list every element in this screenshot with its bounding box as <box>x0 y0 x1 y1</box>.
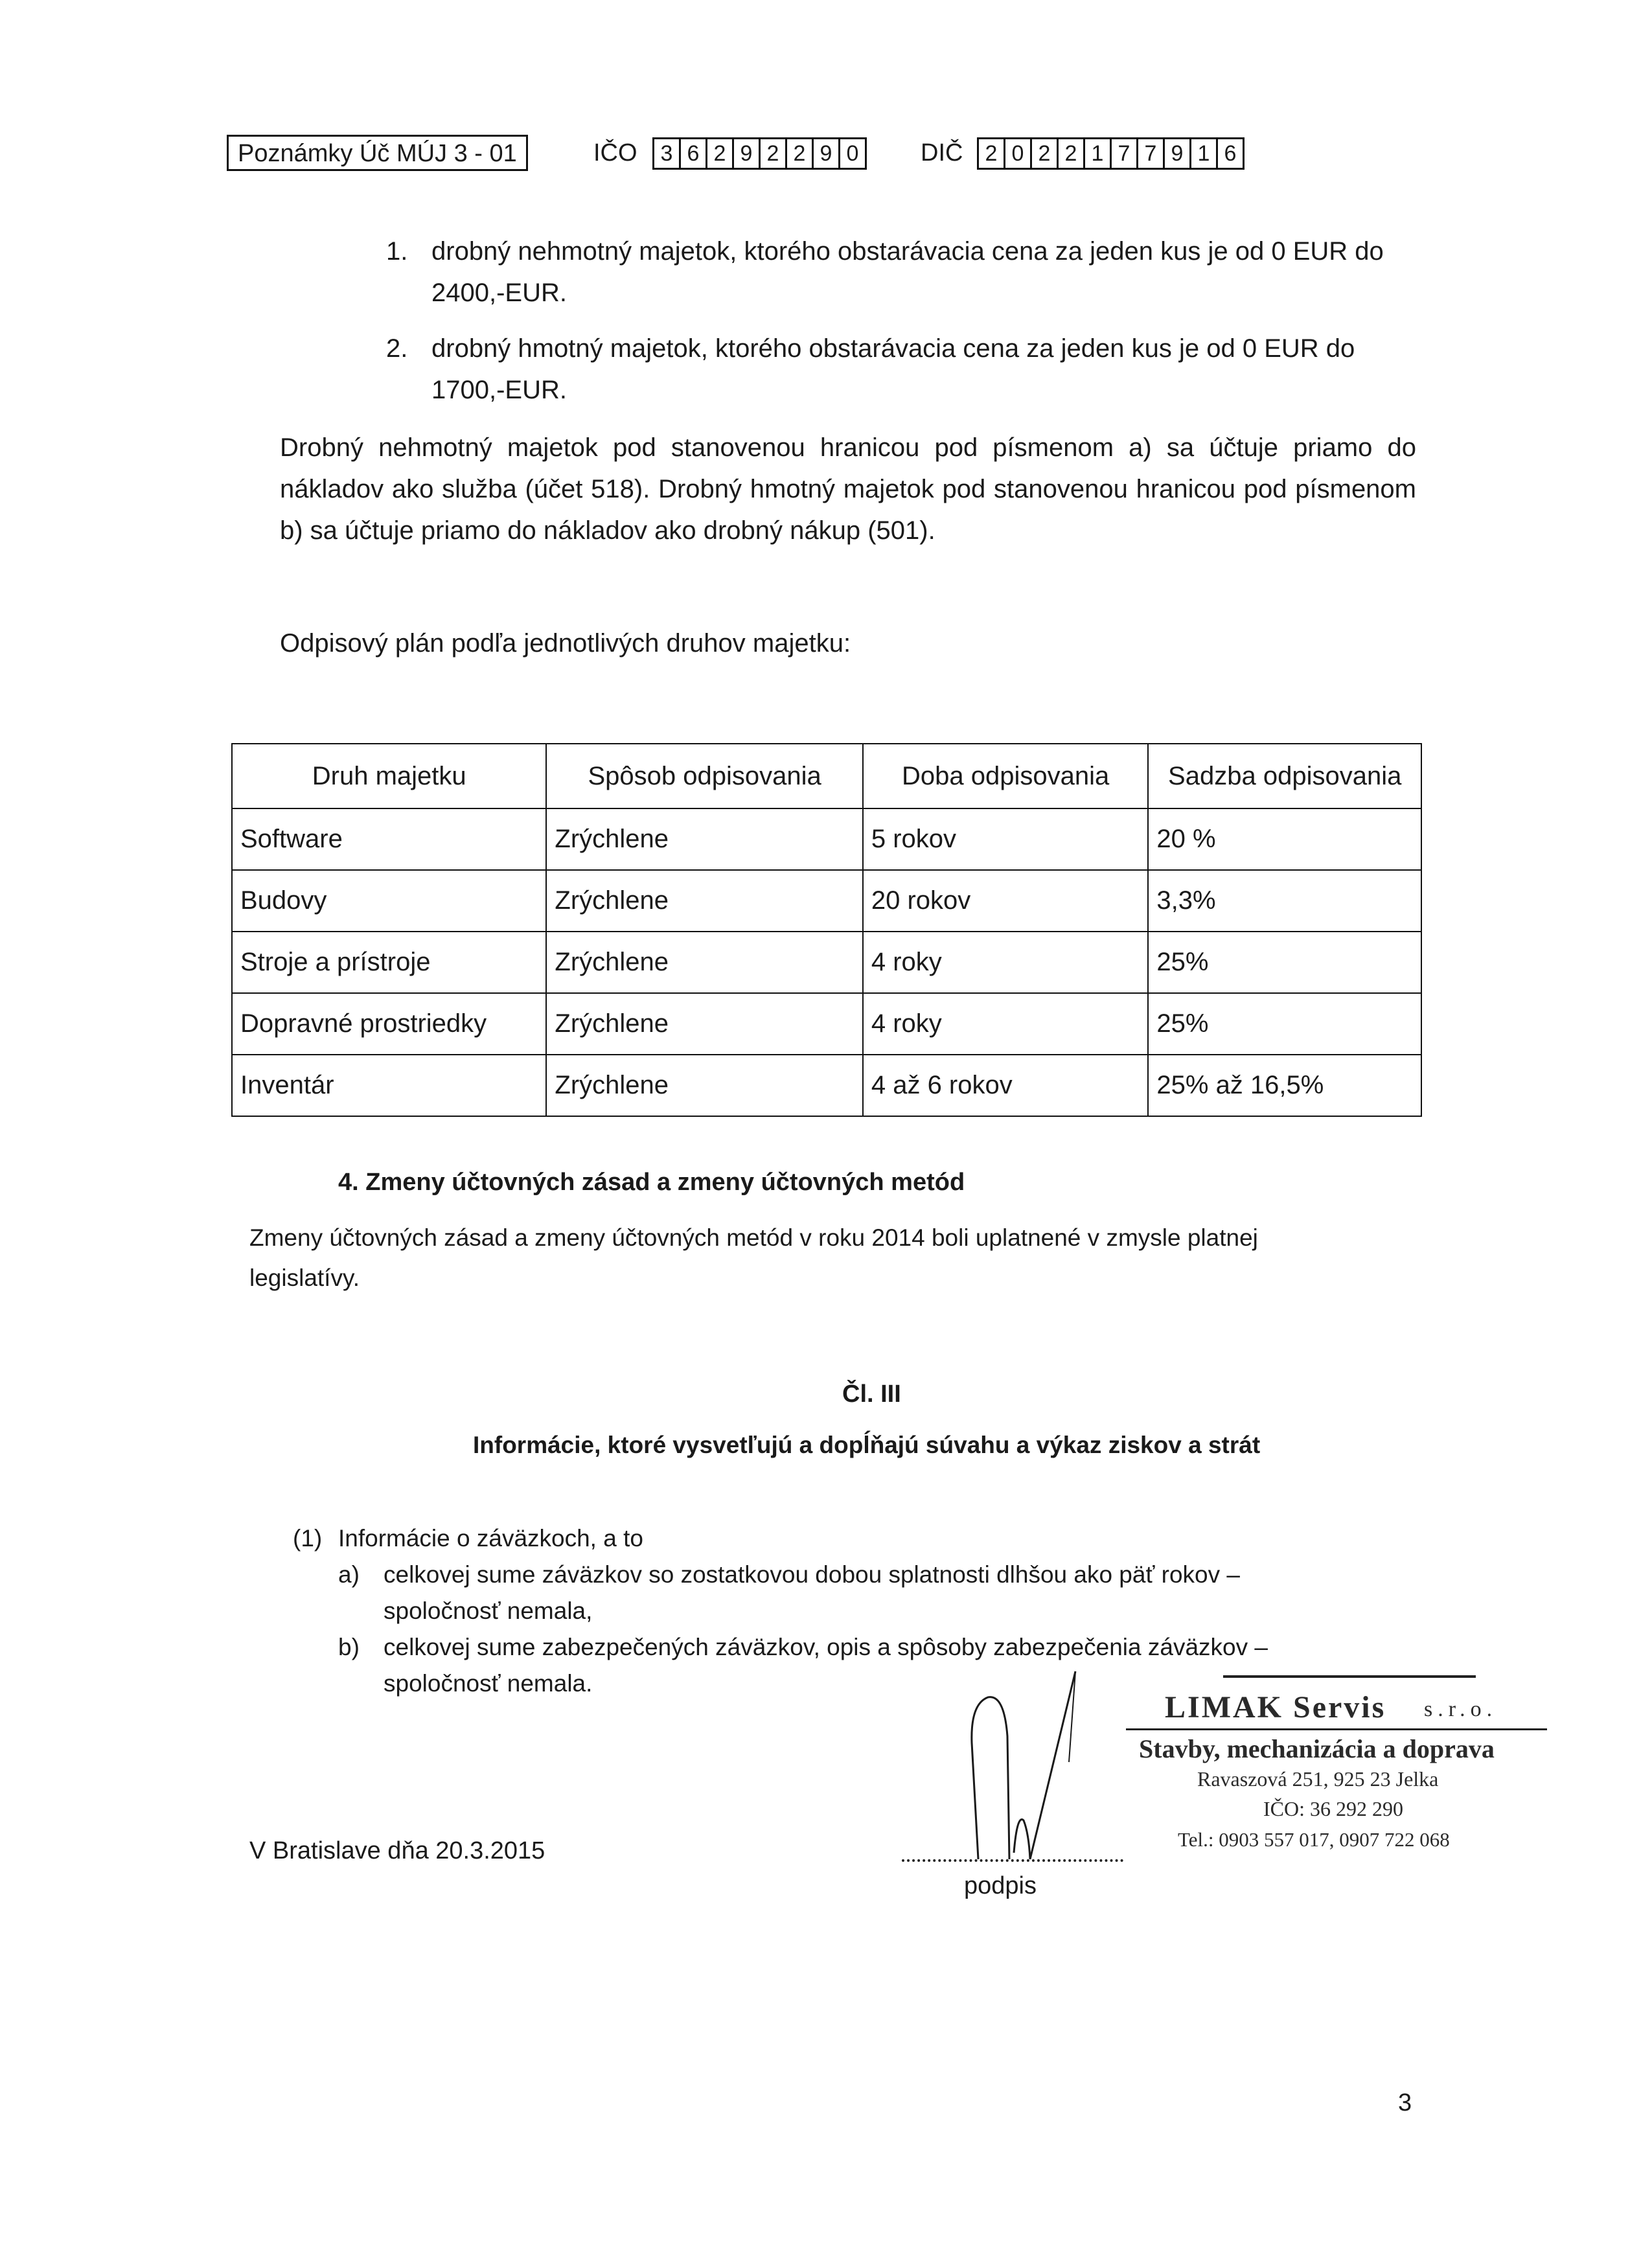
ico-digit: 0 <box>846 141 859 166</box>
dic-digit: 1 <box>1191 139 1218 168</box>
column-header: Druh majetku <box>232 744 546 808</box>
table-cell: Inventár <box>232 1055 546 1116</box>
ico-digit: 2 <box>761 139 787 168</box>
ico-digit: 9 <box>734 139 761 168</box>
table-cell: Stroje a prístroje <box>232 932 546 993</box>
dic-digit: 1 <box>1085 139 1112 168</box>
depreciation-plan-heading: Odpisový plán podľa jednotlivých druhov majetku: <box>280 629 851 658</box>
table-cell: Zrýchlene <box>546 870 862 932</box>
table-row <box>232 870 1421 932</box>
item-letter: b) <box>338 1634 360 1660</box>
ico-digit: 2 <box>707 139 734 168</box>
table-cell: Zrýchlene <box>546 993 862 1055</box>
stamp-address: Ravaszová 251, 925 23 Jelka <box>1197 1767 1439 1791</box>
section-4-text-line1: Zmeny účtovných zásad a zmeny účtovných metód v roku 2014 boli uplatnené v zmysle platnej <box>249 1224 1258 1251</box>
table-row <box>232 932 1421 993</box>
signature-label: podpis <box>964 1872 1037 1899</box>
list-item <box>386 328 1416 411</box>
table-row <box>232 808 1421 870</box>
stamp-divider <box>1126 1728 1547 1730</box>
section-4-heading: 4. Zmeny účtovných zásad a zmeny účtovných metód <box>338 1169 965 1196</box>
dic-digit: 2 <box>1059 139 1085 168</box>
table-row <box>232 1055 1421 1116</box>
dic-label: DIČ <box>921 139 963 166</box>
table-cell: Zrýchlene <box>546 932 862 993</box>
table-cell: Zrýchlene <box>546 1055 862 1116</box>
dic-digit: 7 <box>1138 139 1165 168</box>
liabilities-number: (1) <box>293 1525 323 1552</box>
list-text: drobný hmotný majetok, ktorého obstarávacia cena za jeden kus je od 0 EUR do 1700,-EUR. <box>431 334 1355 404</box>
stamp-tel: Tel.: 0903 557 017, 0907 722 068 <box>1178 1828 1450 1851</box>
table-cell: Dopravné prostriedky <box>232 993 546 1055</box>
handwritten-signature <box>952 1665 1121 1879</box>
table-cell: 5 rokov <box>863 808 1149 870</box>
table-cell: Software <box>232 808 546 870</box>
column-header: Doba odpisovania <box>863 744 1149 808</box>
dic-digit: 9 <box>1165 139 1191 168</box>
table-row <box>232 993 1421 1055</box>
item-letter: a) <box>338 1561 360 1588</box>
column-header: Spôsob odpisovania <box>546 744 862 808</box>
table-cell: 4 až 6 rokov <box>863 1055 1149 1116</box>
item-text-line1: celkovej sume záväzkov so zostatkovou dobou splatnosti dlhšou ako päť rokov – <box>384 1561 1240 1588</box>
ico-digit-boxes <box>652 137 867 170</box>
signature-line <box>902 1859 1123 1862</box>
table-cell: 25% až 16,5% <box>1148 1055 1421 1116</box>
dic-digit: 2 <box>1032 139 1059 168</box>
stamp-top-rule <box>1223 1675 1476 1678</box>
stamp-ico: IČO: 36 292 290 <box>1263 1797 1403 1820</box>
place-and-date: V Bratislave dňa 20.3.2015 <box>249 1837 545 1864</box>
liabilities-intro: Informácie o záväzkoch, a to <box>338 1525 643 1552</box>
table-cell: Zrýchlene <box>546 808 862 870</box>
article-subtitle: Informácie, ktoré vysvetľujú a dopĺňajú súvahu a výkaz ziskov a strát <box>473 1432 1261 1458</box>
section-4-text-line2: legislatívy. <box>249 1265 360 1291</box>
form-code-label: Poznámky Úč MÚJ 3 - 01 <box>227 135 528 171</box>
dic-digit: 6 <box>1224 141 1237 166</box>
table-cell: Budovy <box>232 870 546 932</box>
table-cell: 4 roky <box>863 932 1149 993</box>
table-cell: 20 rokov <box>863 870 1149 932</box>
list-item <box>386 231 1416 314</box>
dic-digit: 0 <box>1005 139 1032 168</box>
company-stamp <box>1094 1675 1560 1870</box>
table-cell: 3,3% <box>1148 870 1421 932</box>
ico-digit: 2 <box>787 139 814 168</box>
table-header-row <box>232 744 1421 808</box>
small-assets-paragraph: Drobný nehmotný majetok pod stanovenou hranicou pod písmenom a) sa účtuje priamo do nákladov ako služba (účet 518). Drobný hmotný majetok pod stanovenou hranicou pod písmenom b) sa účtuje priamo do nákladov ako drobný nákup (501). <box>280 433 1416 545</box>
ico-label: IČO <box>593 139 637 166</box>
depreciation-table <box>231 743 1422 1117</box>
dic-digit: 2 <box>979 139 1005 168</box>
stamp-company-name: LIMAK Servis <box>1165 1690 1386 1724</box>
item-text-line2: spoločnosť nemala, <box>384 1598 593 1624</box>
page-number: 3 <box>1398 2089 1412 2116</box>
list-text: drobný nehmotný majetok, ktorého obstarávacia cena za jeden kus je od 0 EUR do 2400,-EUR. <box>431 237 1384 307</box>
stamp-company-suffix: s.r.o. <box>1424 1697 1498 1721</box>
item-text-line1: celkovej sume zabezpečených záväzkov, opis a spôsoby zabezpečenia záväzkov – <box>384 1634 1268 1660</box>
ico-digit: 6 <box>681 139 707 168</box>
table-cell: 20 % <box>1148 808 1421 870</box>
item-text-line2: spoločnosť nemala. <box>384 1670 593 1697</box>
dic-digit-boxes <box>977 137 1245 170</box>
column-header: Sadzba odpisovania <box>1148 744 1421 808</box>
table-cell: 25% <box>1148 993 1421 1055</box>
table-cell: 4 roky <box>863 993 1149 1055</box>
list-number: 1. <box>386 237 408 266</box>
dic-digit: 7 <box>1112 139 1138 168</box>
table-cell: 25% <box>1148 932 1421 993</box>
ico-digit: 3 <box>654 139 681 168</box>
ico-digit: 9 <box>814 139 840 168</box>
article-title: Čl. III <box>842 1380 901 1408</box>
stamp-tagline: Stavby, mechanizácia a doprava <box>1139 1734 1495 1763</box>
list-number: 2. <box>386 334 408 363</box>
